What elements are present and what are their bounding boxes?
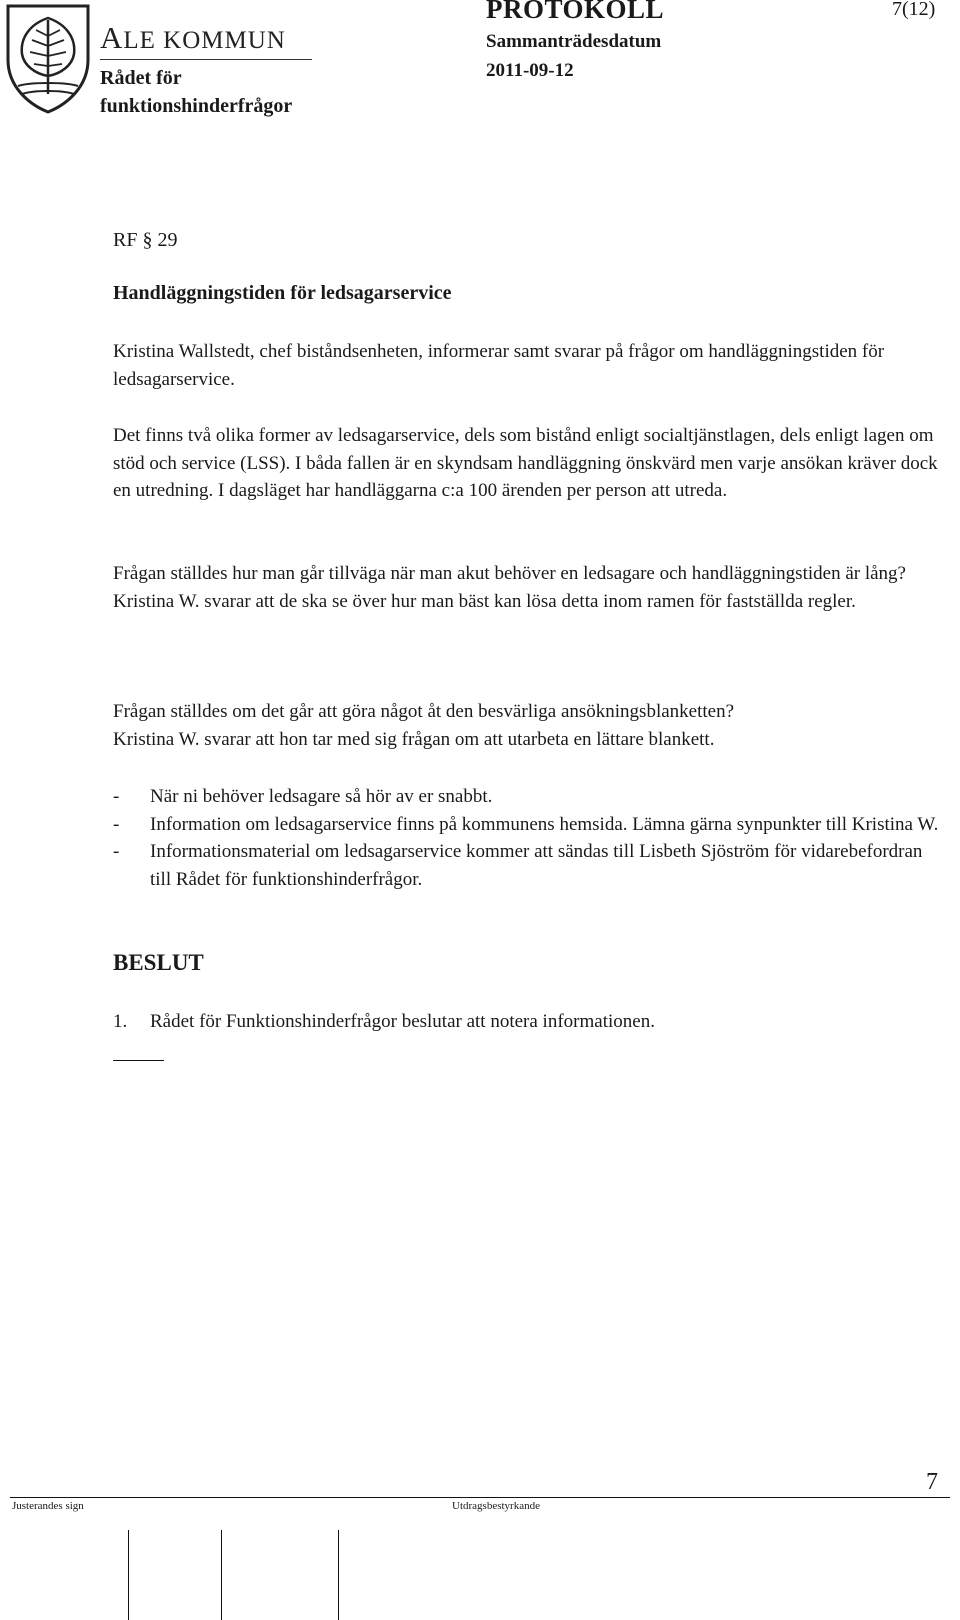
paragraph-forms: Det finns två olika former av ledsagarservice, dels som bistånd enligt socialtjänstlagen, dels enligt lagen om stöd och service (LSS). I båda fallen är en skyndsam handläggning önskvärd men varje ansökan kräver dock en utredning. I dagsläget har handläggarna c:a 100 ärenden per person att utreda. xyxy=(113,425,938,501)
signature-box-divider xyxy=(221,1530,222,1620)
signature-box-divider xyxy=(128,1530,129,1620)
organization-name: ALE KOMMUN xyxy=(100,20,286,55)
decision-item xyxy=(113,1008,943,1036)
page-count: 7(12) xyxy=(892,0,936,20)
bullet-marker: - xyxy=(113,841,120,862)
organization-divider xyxy=(100,59,312,60)
council-name: Rådet för funktionshinderfrågor xyxy=(100,67,293,117)
decision-number: 1. xyxy=(113,1011,128,1032)
bullet-marker: - xyxy=(113,786,120,807)
list-item xyxy=(113,783,943,811)
paragraph-question-urgent xyxy=(113,560,943,615)
section-end-rule xyxy=(113,1060,164,1061)
extract-certification-label: Utdragsbestyrkande xyxy=(452,1500,540,1512)
meeting-date-block xyxy=(486,27,661,85)
tree-leaf-logo-icon xyxy=(4,2,92,114)
bullet-text: Information om ledsagarservice finns på kommunens hemsida. Lämna gärna synpunkter till Kristina W. xyxy=(150,813,939,835)
list-item xyxy=(113,811,943,839)
paragraph-question-form xyxy=(113,698,943,753)
page-number: 7 xyxy=(926,1469,938,1495)
signature-label: Justerandes sign xyxy=(12,1500,84,1512)
question-text: Frågan ställdes om det går att göra något åt den besvärliga ansökningsblanketten? xyxy=(113,701,735,722)
paragraph-intro: Kristina Wallstedt, chef biståndsenheten, informerar samt svarar på frågor om handläggningstiden för ledsagarservice. xyxy=(113,341,885,390)
question-text: Frågan ställdes hur man går tillväga när man akut behöver en ledsagare och handläggningstiden är lång? xyxy=(113,563,906,584)
decision-text: Rådet för Funktionshinderfrågor beslutar att notera informationen. xyxy=(150,1011,655,1032)
decision-heading: BESLUT xyxy=(113,950,204,975)
document-title: PROTOKOLL xyxy=(486,0,665,24)
signature-box-divider xyxy=(338,1530,339,1620)
list-item xyxy=(113,838,943,893)
footer-divider xyxy=(10,1497,950,1498)
answer-text: Kristina W. svarar att de ska se över hur man bäst kan lösa detta inom ramen för fastställda regler. xyxy=(113,590,856,612)
bullet-list xyxy=(113,783,943,893)
meeting-date: 2011-09-12 xyxy=(486,60,574,81)
bullet-text: När ni behöver ledsagare så hör av er snabbt. xyxy=(150,786,493,807)
answer-text: Kristina W. svarar att hon tar med sig frågan om att utarbeta en lättare blankett. xyxy=(113,728,715,750)
meeting-date-label: Sammanträdesdatum xyxy=(486,31,662,52)
section-heading: Handläggningstiden för ledsagarservice xyxy=(113,282,452,304)
bullet-marker: - xyxy=(113,813,120,835)
bullet-text: Informationsmaterial om ledsagarservice kommer att sändas till Lisbeth Sjöström för vidarebefordran till Rådet för funktionshinderfrågor. xyxy=(150,841,923,890)
section-id: RF § 29 xyxy=(113,229,178,251)
